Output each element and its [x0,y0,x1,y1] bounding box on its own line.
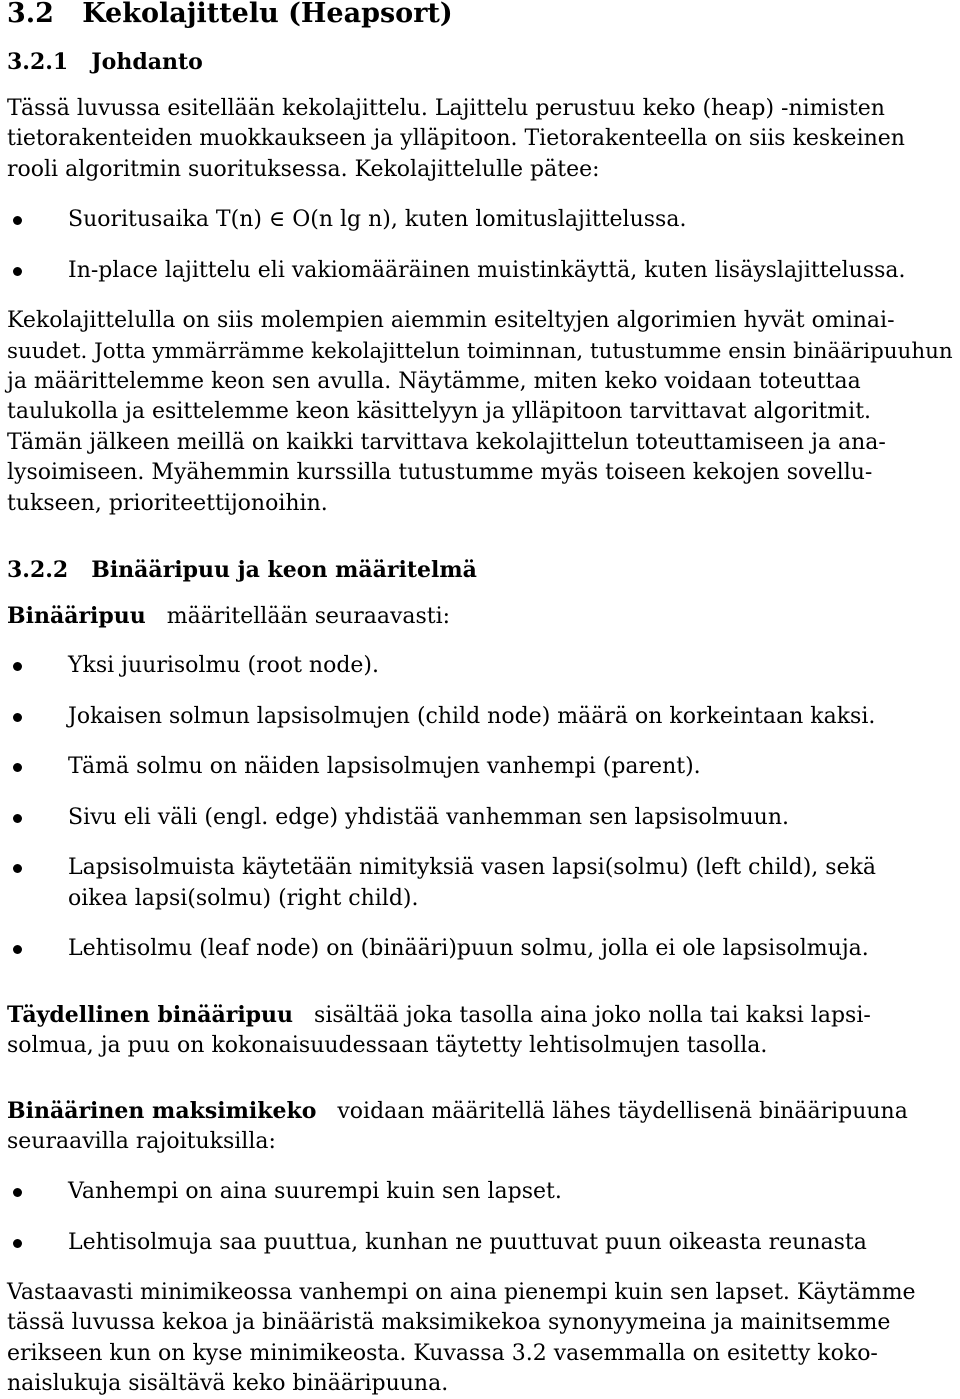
subsection-number: 3.2.1 [7,49,69,75]
list-item: Lehtisolmuja saa puuttua, kunhan ne puuttuvat puun oikeasta reunasta [68,1230,867,1255]
definition-text: sisältää joka tasolla aina joko nolla tai kaksi lapsi- [314,1003,871,1028]
intro-line: tietorakenteiden muokkaukseen ja ylläpitoon. Tietorakenteella on siis keskeinen [7,126,905,151]
list-item: Yksi juurisolmu (root node). [68,653,379,678]
bullet-dot [13,1188,22,1197]
paragraph-line: taulukolla ja esittelemme keon käsittelyyn ja ylläpitoon tarvittavat algoritmit. [7,399,872,424]
list-item: Sivu eli väli (engl. edge) yhdistää vanhemman sen lapsisolmuun. [68,805,789,830]
definition-term: Binääripuu [7,603,146,629]
paragraph-line: Kekolajittelulla on siis molempien aiemmin esiteltyjen algorimien hyvät ominai- [7,308,895,333]
subsection-title: Johdanto [91,49,203,75]
list-item: Tämä solmu on näiden lapsisolmujen vanhempi (parent). [68,754,701,779]
definition-max-heap [7,1096,908,1127]
definition-continuation: seuraavilla rajoituksilla: [7,1129,276,1154]
list-item: Lapsisolmuista käytetään nimityksiä vasen lapsi(solmu) (left child), sekä [68,855,877,880]
list-item: Jokaisen solmun lapsisolmujen (child node) määrä on korkeintaan kaksi. [68,704,876,729]
paragraph-line: lysoimiseen. Myähemmin kurssilla tutustumme myäs toiseen kekojen sovellu- [7,460,873,485]
intro-line: Tässä luvussa esitellään kekolajittelu. Lajittelu perustuu keko (heap) -nimisten [7,96,885,121]
paragraph-line: tässä luvussa kekoa ja binääristä maksimikekoa synonyymeina ja mainitsemme [7,1310,891,1335]
paragraph-line: Vastaavasti minimikeossa vanhempi on aina pienempi kuin sen lapset. Käytämme [7,1280,916,1305]
section-heading [7,0,453,31]
definition-text: voidaan määritellä lähes täydellisenä binääripuuna [337,1099,908,1124]
subsection-title: Binääripuu ja keon määritelmä [91,557,477,583]
paragraph-line: tukseen, prioriteettijonoihin. [7,491,328,516]
subsection-number: 3.2.2 [7,557,69,583]
paragraph-line: naislukuja sisältävä keko binääripuuna. [7,1371,449,1396]
section-number: 3.2 [7,0,54,29]
subsection-heading-binary-tree [7,555,477,585]
bullet-dot [13,216,22,225]
paragraph-line: suudet. Jotta ymmärrämme kekolajittelun toiminnan, tutustumme ensin binääripuuhun [7,339,953,364]
definition-text: määritellään seuraavasti: [166,604,451,629]
bullet-dot [13,814,22,823]
list-item: Lehtisolmu (leaf node) on (binääri)puun solmu, jolla ei ole lapsisolmuja. [68,936,869,961]
bullet-dot [13,662,22,671]
bullet-dot [13,864,22,873]
definition-term: Binäärinen maksimikeko [7,1098,317,1124]
bullet-dot [13,763,22,772]
list-item: In-place lajittelu eli vakiomääräinen muistinkäyttä, kuten lisäyslajittelussa. [68,258,906,283]
list-item: Vanhempi on aina suurempi kuin sen lapset. [68,1179,562,1204]
definition-term: Täydellinen binääripuu [7,1002,294,1028]
definition-complete-tree [7,1000,871,1031]
bullet-dot [13,713,22,722]
paragraph-line: ja määrittelemme keon sen avulla. Näytämme, miten keko voidaan toteuttaa [7,369,861,394]
intro-line: rooli algoritmin suorituksessa. Kekolajittelulle pätee: [7,157,600,182]
definition-binary-tree [7,601,450,632]
subsection-heading-intro [7,47,203,77]
paragraph-line: Tämän jälkeen meillä on kaikki tarvittava kekolajittelun toteuttamiseen ja ana- [7,430,886,455]
bullet-dot [13,945,22,954]
list-item: Suoritusaika T(n) ∈ O(n lg n), kuten lomituslajittelussa. [68,207,687,232]
definition-continuation: solmua, ja puu on kokonaisuudessaan täytetty lehtisolmujen tasolla. [7,1033,768,1058]
bullet-dot [13,1239,22,1248]
bullet-dot [13,267,22,276]
section-title: Kekolajittelu (Heapsort) [82,0,453,29]
list-item-continuation: oikea lapsi(solmu) (right child). [68,886,419,911]
paragraph-line: erikseen kun on kyse minimikeosta. Kuvassa 3.2 vasemmalla on esitetty koko- [7,1341,878,1366]
